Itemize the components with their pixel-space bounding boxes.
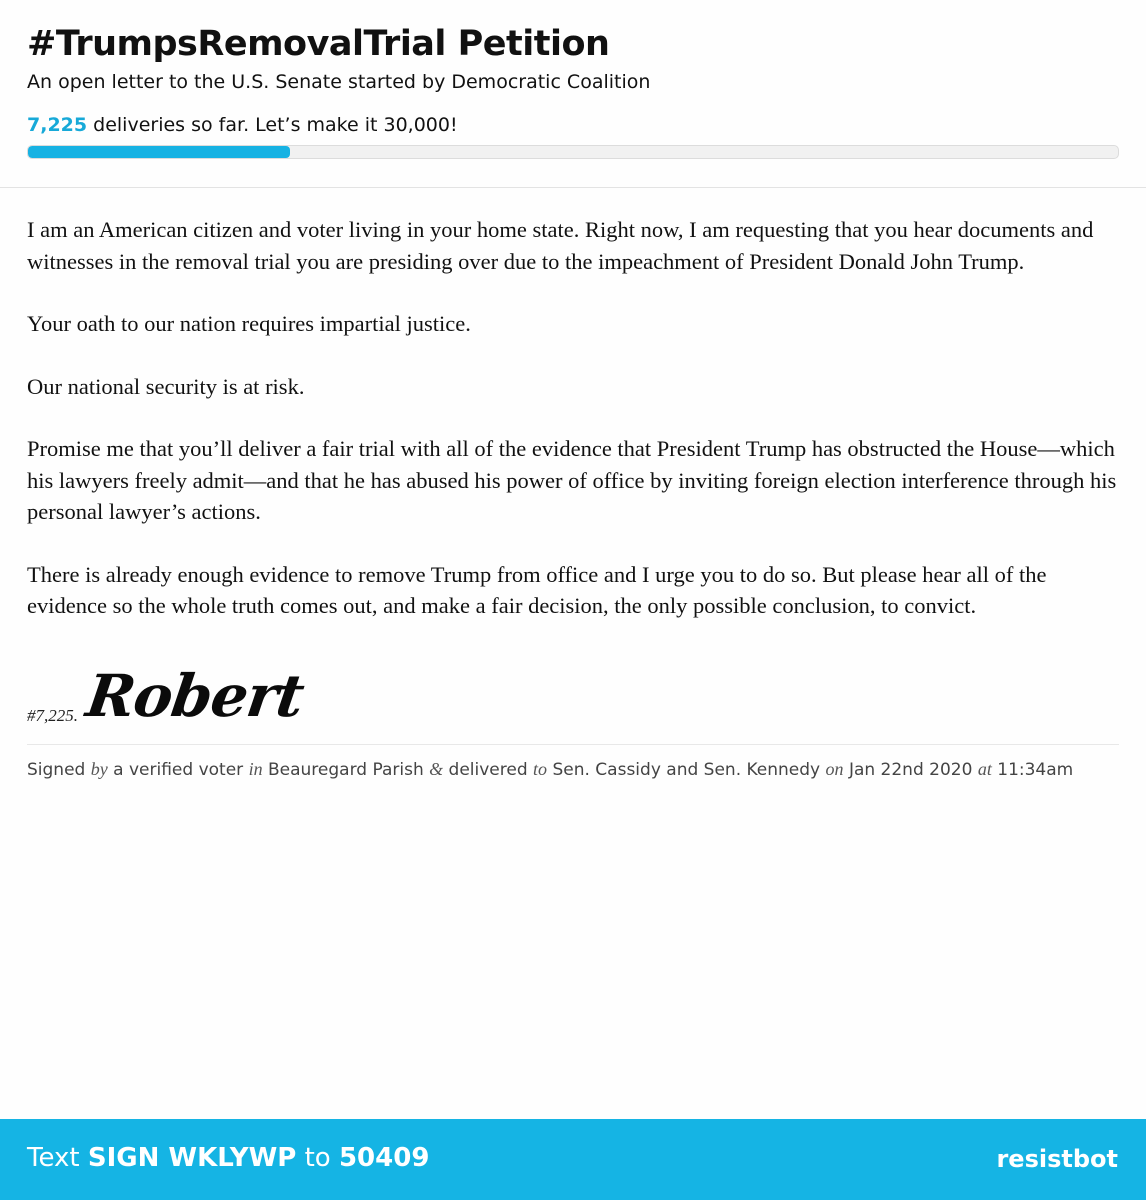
- text-word: Text: [27, 1143, 80, 1173]
- delivery-goal-text: deliveries so far. Let’s make it 30,000!: [87, 114, 458, 136]
- signature-name: Robert: [82, 662, 308, 730]
- recipients: Sen. Cassidy and Sen. Kennedy: [552, 760, 821, 780]
- delivery-status: [27, 114, 458, 136]
- signed-label: Signed: [27, 760, 86, 780]
- on-label: on: [825, 759, 844, 779]
- letter-paragraph: Our national security is at risk.: [27, 373, 305, 399]
- signature-number: #7,225.: [27, 706, 78, 725]
- petition-header: [0, 0, 1146, 188]
- delivery-progress-bar: [27, 145, 1119, 159]
- letter-body: [27, 214, 1122, 653]
- signed-date: Jan 22nd 2020: [848, 760, 973, 780]
- in-label: in: [248, 759, 263, 779]
- progress-fill: [28, 146, 290, 158]
- at-label: at: [977, 759, 992, 779]
- letter-paragraph: Your oath to our nation requires impartial justice.: [27, 311, 471, 336]
- footer-bar: [0, 1119, 1146, 1200]
- signature-details: [27, 755, 1119, 784]
- letter-paragraph: I am an American citizen and voter living in your home state. Right now, I am requesting that you hear documents and witnesses in the removal trial you are presiding over due to the impeachment of President Donald John Trump.: [27, 217, 1094, 274]
- delivered-label: delivered: [448, 760, 528, 780]
- page-subtitle: An open letter to the U.S. Senate started by Democratic Coalition: [27, 71, 651, 93]
- to-label: to: [533, 759, 548, 779]
- by-label: by: [90, 759, 108, 779]
- short-code: 50409: [338, 1143, 430, 1173]
- delivery-count: 7,225: [27, 114, 88, 136]
- page-title: #TrumpsRemovalTrial Petition: [27, 24, 610, 64]
- resistbot-logo: resistbot: [996, 1145, 1118, 1173]
- letter-paragraph: There is already enough evidence to remove Trump from office and I urge you to do so. But please hear all of the evidence so the whole truth comes out, and make a fair decision, the only possible conclusion, to convict.: [27, 561, 1047, 618]
- sign-instruction: [27, 1143, 429, 1173]
- sign-keyword: SIGN WKLYWP: [87, 1143, 297, 1173]
- signer-location: Beauregard Parish: [267, 760, 424, 780]
- signature-block: [27, 662, 1119, 745]
- signed-time: 11:34am: [997, 760, 1074, 780]
- signer-type: a verified voter: [113, 760, 244, 780]
- ampersand: &: [429, 759, 444, 779]
- letter-paragraph: Promise me that you’ll deliver a fair trial with all of the evidence that President Trump has obstructed the House—which his lawyers freely admit—and that he has abused his power of office by inviting foreign election interference through his personal lawyer’s actions.: [27, 436, 1117, 524]
- to-word: to: [304, 1143, 331, 1173]
